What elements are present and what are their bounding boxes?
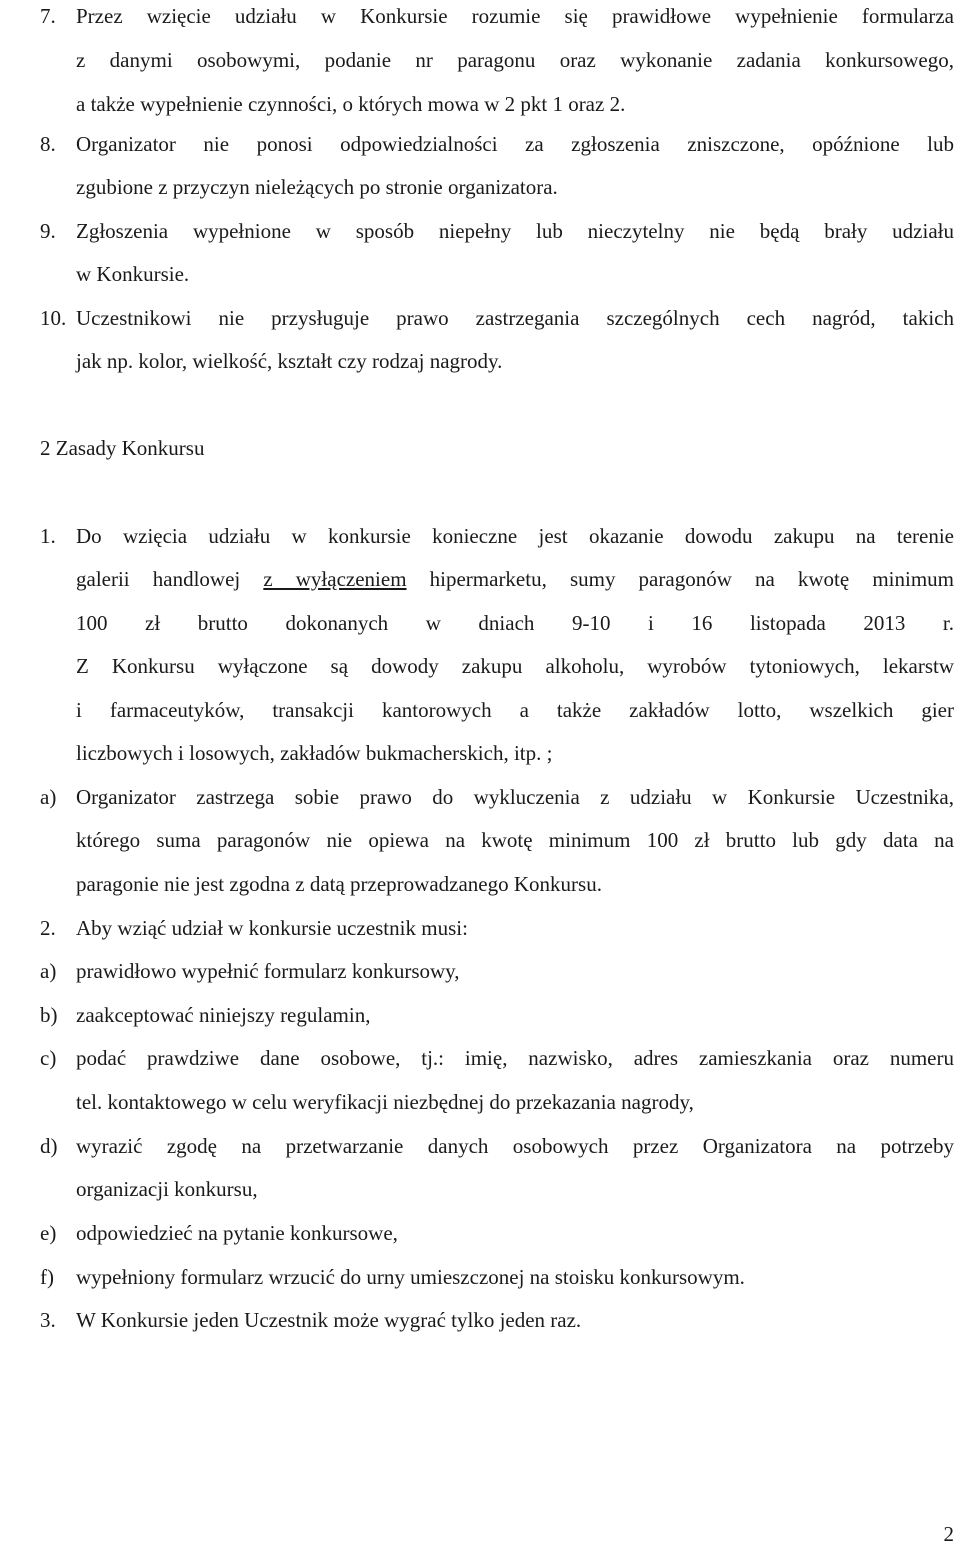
item-2b xyxy=(0,993,960,1037)
item-text: organizacji konkursu, xyxy=(76,1177,258,1201)
item-text: i farmaceutyków, transakcji kantorowych a także zakładów lotto, wszelkich gier xyxy=(76,698,954,722)
item-text: Przez wzięcie udziału w Konkursie rozumie się prawidłowe wypełnienie formularza xyxy=(76,4,954,28)
item-text: Do wzięcia udziału w konkursie konieczne jest okazanie dowodu zakupu na terenie xyxy=(76,524,954,548)
item-9-line-2 xyxy=(0,252,960,296)
item-10-line-1 xyxy=(0,296,960,340)
item-number: a) xyxy=(40,785,57,809)
item-2c-line-1 xyxy=(0,1036,960,1080)
item-text: w Konkursie. xyxy=(76,262,190,286)
item-text: tel. kontaktowego w celu weryfikacji niezbędnej do przekazania nagrody, xyxy=(76,1090,694,1114)
item-7-line-3 xyxy=(0,82,960,126)
item-text-pre: galerii handlowej xyxy=(76,567,264,591)
item-text: z danymi osobowymi, podanie nr paragonu oraz wykonanie zadania konkursowego, xyxy=(76,48,954,72)
item-text: jak np. kolor, wielkość, kształt czy rodzaj nagrody. xyxy=(76,349,503,373)
item-1-line-5 xyxy=(0,688,960,732)
item-2-line-1 xyxy=(0,906,960,950)
item-1a-line-2 xyxy=(0,818,960,862)
item-text: paragonie nie jest zgodna z datą przeprowadzanego Konkursu. xyxy=(76,872,602,896)
item-number: 3. xyxy=(40,1308,56,1332)
item-number: 8. xyxy=(40,132,56,156)
item-2a xyxy=(0,949,960,993)
item-number: 2. xyxy=(40,916,56,940)
item-text: 100 zł brutto dokonanych w dniach 9-10 i 16 listopada 2013 r. xyxy=(76,611,954,635)
item-2f xyxy=(0,1255,960,1299)
page-number: 2 xyxy=(943,1522,954,1546)
item-text: odpowiedzieć na pytanie konkursowe, xyxy=(76,1221,398,1245)
item-text: wypełniony formularz wrzucić do urny umieszczonej na stoisku konkursowym. xyxy=(76,1265,745,1289)
item-text: zaakceptować niniejszy regulamin, xyxy=(76,1003,371,1027)
item-8-line-1 xyxy=(0,122,960,166)
item-text: wyrazić zgodę na przetwarzanie danych osobowych przez Organizatora na potrzeby xyxy=(76,1134,954,1158)
item-text: Z Konkursu wyłączone są dowody zakupu alkoholu, wyrobów tytoniowych, lekarstw xyxy=(76,654,954,678)
item-10-line-2 xyxy=(0,339,960,383)
item-text: którego suma paragonów nie opiewa na kwotę minimum 100 zł brutto lub gdy data na xyxy=(76,828,954,852)
item-text: Uczestnikowi nie przysługuje prawo zastrzegania szczególnych cech nagród, takich xyxy=(76,306,954,330)
item-1-line-1 xyxy=(0,514,960,558)
item-number: e) xyxy=(40,1221,57,1245)
item-7-line-2 xyxy=(0,38,960,82)
item-2e xyxy=(0,1211,960,1255)
item-number: b) xyxy=(40,1003,58,1027)
item-number: 9. xyxy=(40,219,56,243)
section-heading xyxy=(0,426,960,470)
item-number: 1. xyxy=(40,524,56,548)
item-text-post: hipermarketu, sumy paragonów na kwotę minimum xyxy=(406,567,954,591)
item-text: liczbowych i losowych, zakładów bukmacherskich, itp. ; xyxy=(76,741,553,765)
item-number: 7. xyxy=(40,4,56,28)
item-number: a) xyxy=(40,959,57,983)
item-3 xyxy=(0,1298,960,1342)
item-1-line-3 xyxy=(0,601,960,645)
item-2d-line-2 xyxy=(0,1167,960,1211)
section-heading-text: 2 Zasady Konkursu xyxy=(40,436,205,460)
item-number: d) xyxy=(40,1134,58,1158)
item-1-line-2 xyxy=(0,557,960,601)
item-1a-line-1 xyxy=(0,775,960,819)
item-number: f) xyxy=(40,1265,54,1289)
item-number: c) xyxy=(40,1046,57,1070)
item-text: Organizator zastrzega sobie prawo do wykluczenia z udziału w Konkursie Uczestnika, xyxy=(76,785,954,809)
item-text: a także wypełnienie czynności, o których mowa w 2 pkt 1 oraz 2. xyxy=(76,92,626,116)
item-7-line-1 xyxy=(0,0,960,38)
item-2c-line-2 xyxy=(0,1080,960,1124)
underlined-text: z wyłączeniem xyxy=(263,567,407,591)
item-text-mixed xyxy=(76,557,954,601)
item-9-line-1 xyxy=(0,209,960,253)
item-text: prawidłowo wypełnić formularz konkursowy, xyxy=(76,959,460,983)
item-1a-line-3 xyxy=(0,862,960,906)
item-2d-line-1 xyxy=(0,1124,960,1168)
item-text: Aby wziąć udział w konkursie uczestnik musi: xyxy=(76,916,468,940)
item-text: podać prawdziwe dane osobowe, tj.: imię, nazwisko, adres zamieszkania oraz numeru xyxy=(76,1046,954,1070)
item-number: 10. xyxy=(40,306,67,330)
item-text: Zgłoszenia wypełnione w sposób niepełny lub nieczytelny nie będą brały udziału xyxy=(76,219,954,243)
item-8-line-2 xyxy=(0,165,960,209)
item-text: zgubione z przyczyn nieleżących po stronie organizatora. xyxy=(76,175,558,199)
item-1-line-4 xyxy=(0,644,960,688)
item-text: Organizator nie ponosi odpowiedzialności za zgłoszenia zniszczone, opóźnione lub xyxy=(76,132,954,156)
item-text: W Konkursie jeden Uczestnik może wygrać tylko jeden raz. xyxy=(76,1308,582,1332)
item-1-line-6 xyxy=(0,731,960,775)
